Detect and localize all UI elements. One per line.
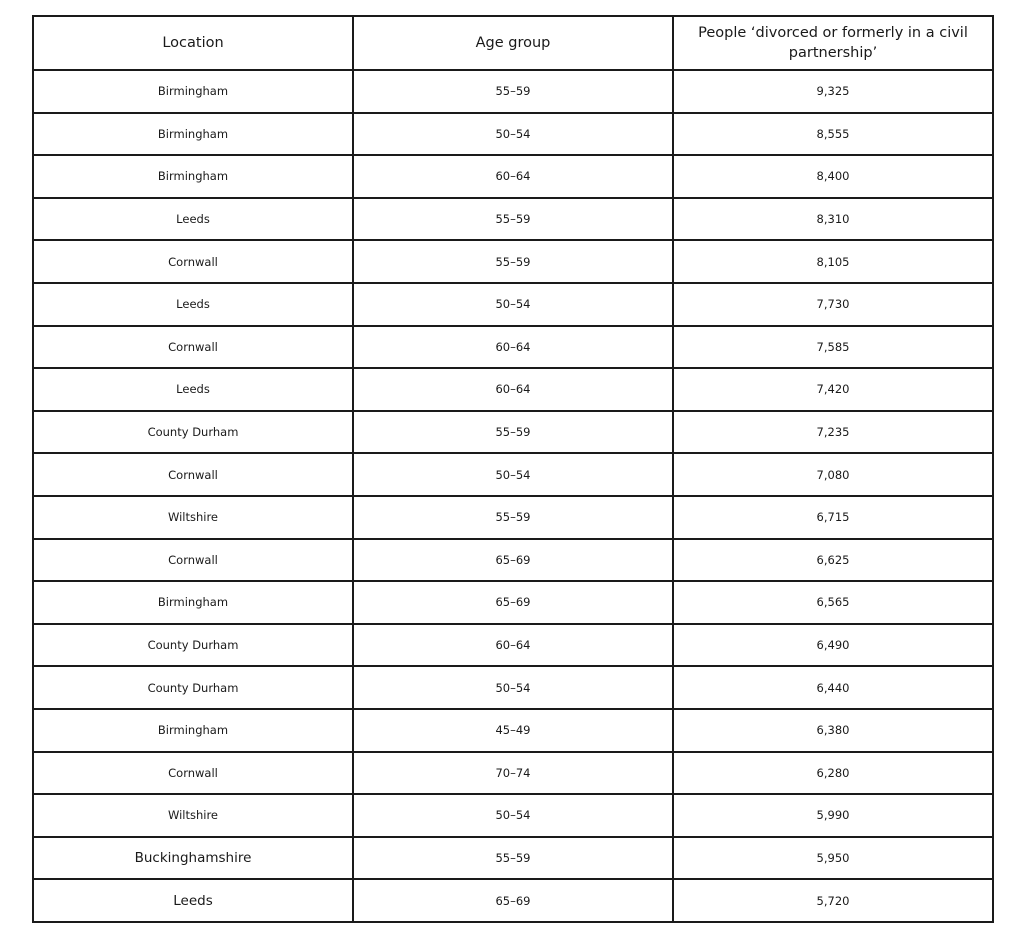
people-count-cell: 8,555 — [673, 113, 993, 156]
age-group-cell: 65–69 — [353, 539, 673, 582]
age-group-cell: 60–64 — [353, 624, 673, 667]
location-cell: County Durham — [33, 666, 353, 709]
age-group-cell: 55–59 — [353, 411, 673, 454]
location-cell: County Durham — [33, 411, 353, 454]
people-count-cell: 6,280 — [673, 752, 993, 795]
location-cell: Leeds — [33, 368, 353, 411]
people-count-cell: 6,380 — [673, 709, 993, 752]
location-cell: Leeds — [33, 283, 353, 326]
table-row — [33, 837, 993, 880]
location-cell: County Durham — [33, 624, 353, 667]
table-row — [33, 666, 993, 709]
people-count-cell: 6,440 — [673, 666, 993, 709]
table-row — [33, 326, 993, 369]
location-cell: Wiltshire — [33, 496, 353, 539]
table-row — [33, 240, 993, 283]
data-table-container — [32, 15, 992, 923]
column-header-location: Location — [33, 16, 353, 70]
people-count-cell: 6,625 — [673, 539, 993, 582]
location-cell: Cornwall — [33, 752, 353, 795]
age-group-cell: 55–59 — [353, 837, 673, 880]
column-header-people: People ‘divorced or formerly in a civil partnership’ — [673, 16, 993, 70]
age-group-cell: 55–59 — [353, 240, 673, 283]
table-row — [33, 283, 993, 326]
table-row — [33, 496, 993, 539]
people-count-cell: 5,720 — [673, 879, 993, 922]
people-count-cell: 5,950 — [673, 837, 993, 880]
location-cell: Cornwall — [33, 326, 353, 369]
age-group-cell: 50–54 — [353, 113, 673, 156]
table-row — [33, 752, 993, 795]
location-cell: Cornwall — [33, 453, 353, 496]
people-count-cell: 7,730 — [673, 283, 993, 326]
location-cell: Birmingham — [33, 70, 353, 113]
age-group-cell: 60–64 — [353, 155, 673, 198]
table-row — [33, 539, 993, 582]
age-group-cell: 55–59 — [353, 198, 673, 241]
table-row — [33, 368, 993, 411]
people-count-cell: 7,235 — [673, 411, 993, 454]
age-group-cell: 50–54 — [353, 794, 673, 837]
age-group-cell: 55–59 — [353, 496, 673, 539]
table-row — [33, 624, 993, 667]
location-cell: Birmingham — [33, 155, 353, 198]
table-row — [33, 709, 993, 752]
age-group-cell: 60–64 — [353, 326, 673, 369]
people-count-cell: 8,310 — [673, 198, 993, 241]
table-row — [33, 581, 993, 624]
table-row — [33, 155, 993, 198]
age-group-cell: 50–54 — [353, 283, 673, 326]
table-row — [33, 198, 993, 241]
age-group-cell: 70–74 — [353, 752, 673, 795]
location-cell: Leeds — [33, 879, 353, 922]
people-count-cell: 6,490 — [673, 624, 993, 667]
table-row — [33, 794, 993, 837]
people-count-cell: 6,715 — [673, 496, 993, 539]
people-count-cell: 9,325 — [673, 70, 993, 113]
people-count-cell: 6,565 — [673, 581, 993, 624]
location-cell: Wiltshire — [33, 794, 353, 837]
table-row — [33, 453, 993, 496]
age-group-cell: 65–69 — [353, 581, 673, 624]
people-count-cell: 5,990 — [673, 794, 993, 837]
age-group-cell: 60–64 — [353, 368, 673, 411]
column-header-age-group: Age group — [353, 16, 673, 70]
age-group-cell: 50–54 — [353, 453, 673, 496]
age-group-cell: 45–49 — [353, 709, 673, 752]
location-cell: Birmingham — [33, 581, 353, 624]
people-count-cell: 7,080 — [673, 453, 993, 496]
data-table — [32, 15, 994, 923]
location-cell: Birmingham — [33, 113, 353, 156]
table-body — [33, 70, 993, 922]
table-row — [33, 879, 993, 922]
people-count-cell: 8,105 — [673, 240, 993, 283]
age-group-cell: 50–54 — [353, 666, 673, 709]
age-group-cell: 55–59 — [353, 70, 673, 113]
location-cell: Birmingham — [33, 709, 353, 752]
location-cell: Leeds — [33, 198, 353, 241]
table-row — [33, 70, 993, 113]
people-count-cell: 7,420 — [673, 368, 993, 411]
people-count-cell: 8,400 — [673, 155, 993, 198]
table-row — [33, 411, 993, 454]
table-row — [33, 113, 993, 156]
people-count-cell: 7,585 — [673, 326, 993, 369]
location-cell: Cornwall — [33, 240, 353, 283]
header-row — [33, 16, 993, 70]
age-group-cell: 65–69 — [353, 879, 673, 922]
location-cell: Cornwall — [33, 539, 353, 582]
location-cell: Buckinghamshire — [33, 837, 353, 880]
